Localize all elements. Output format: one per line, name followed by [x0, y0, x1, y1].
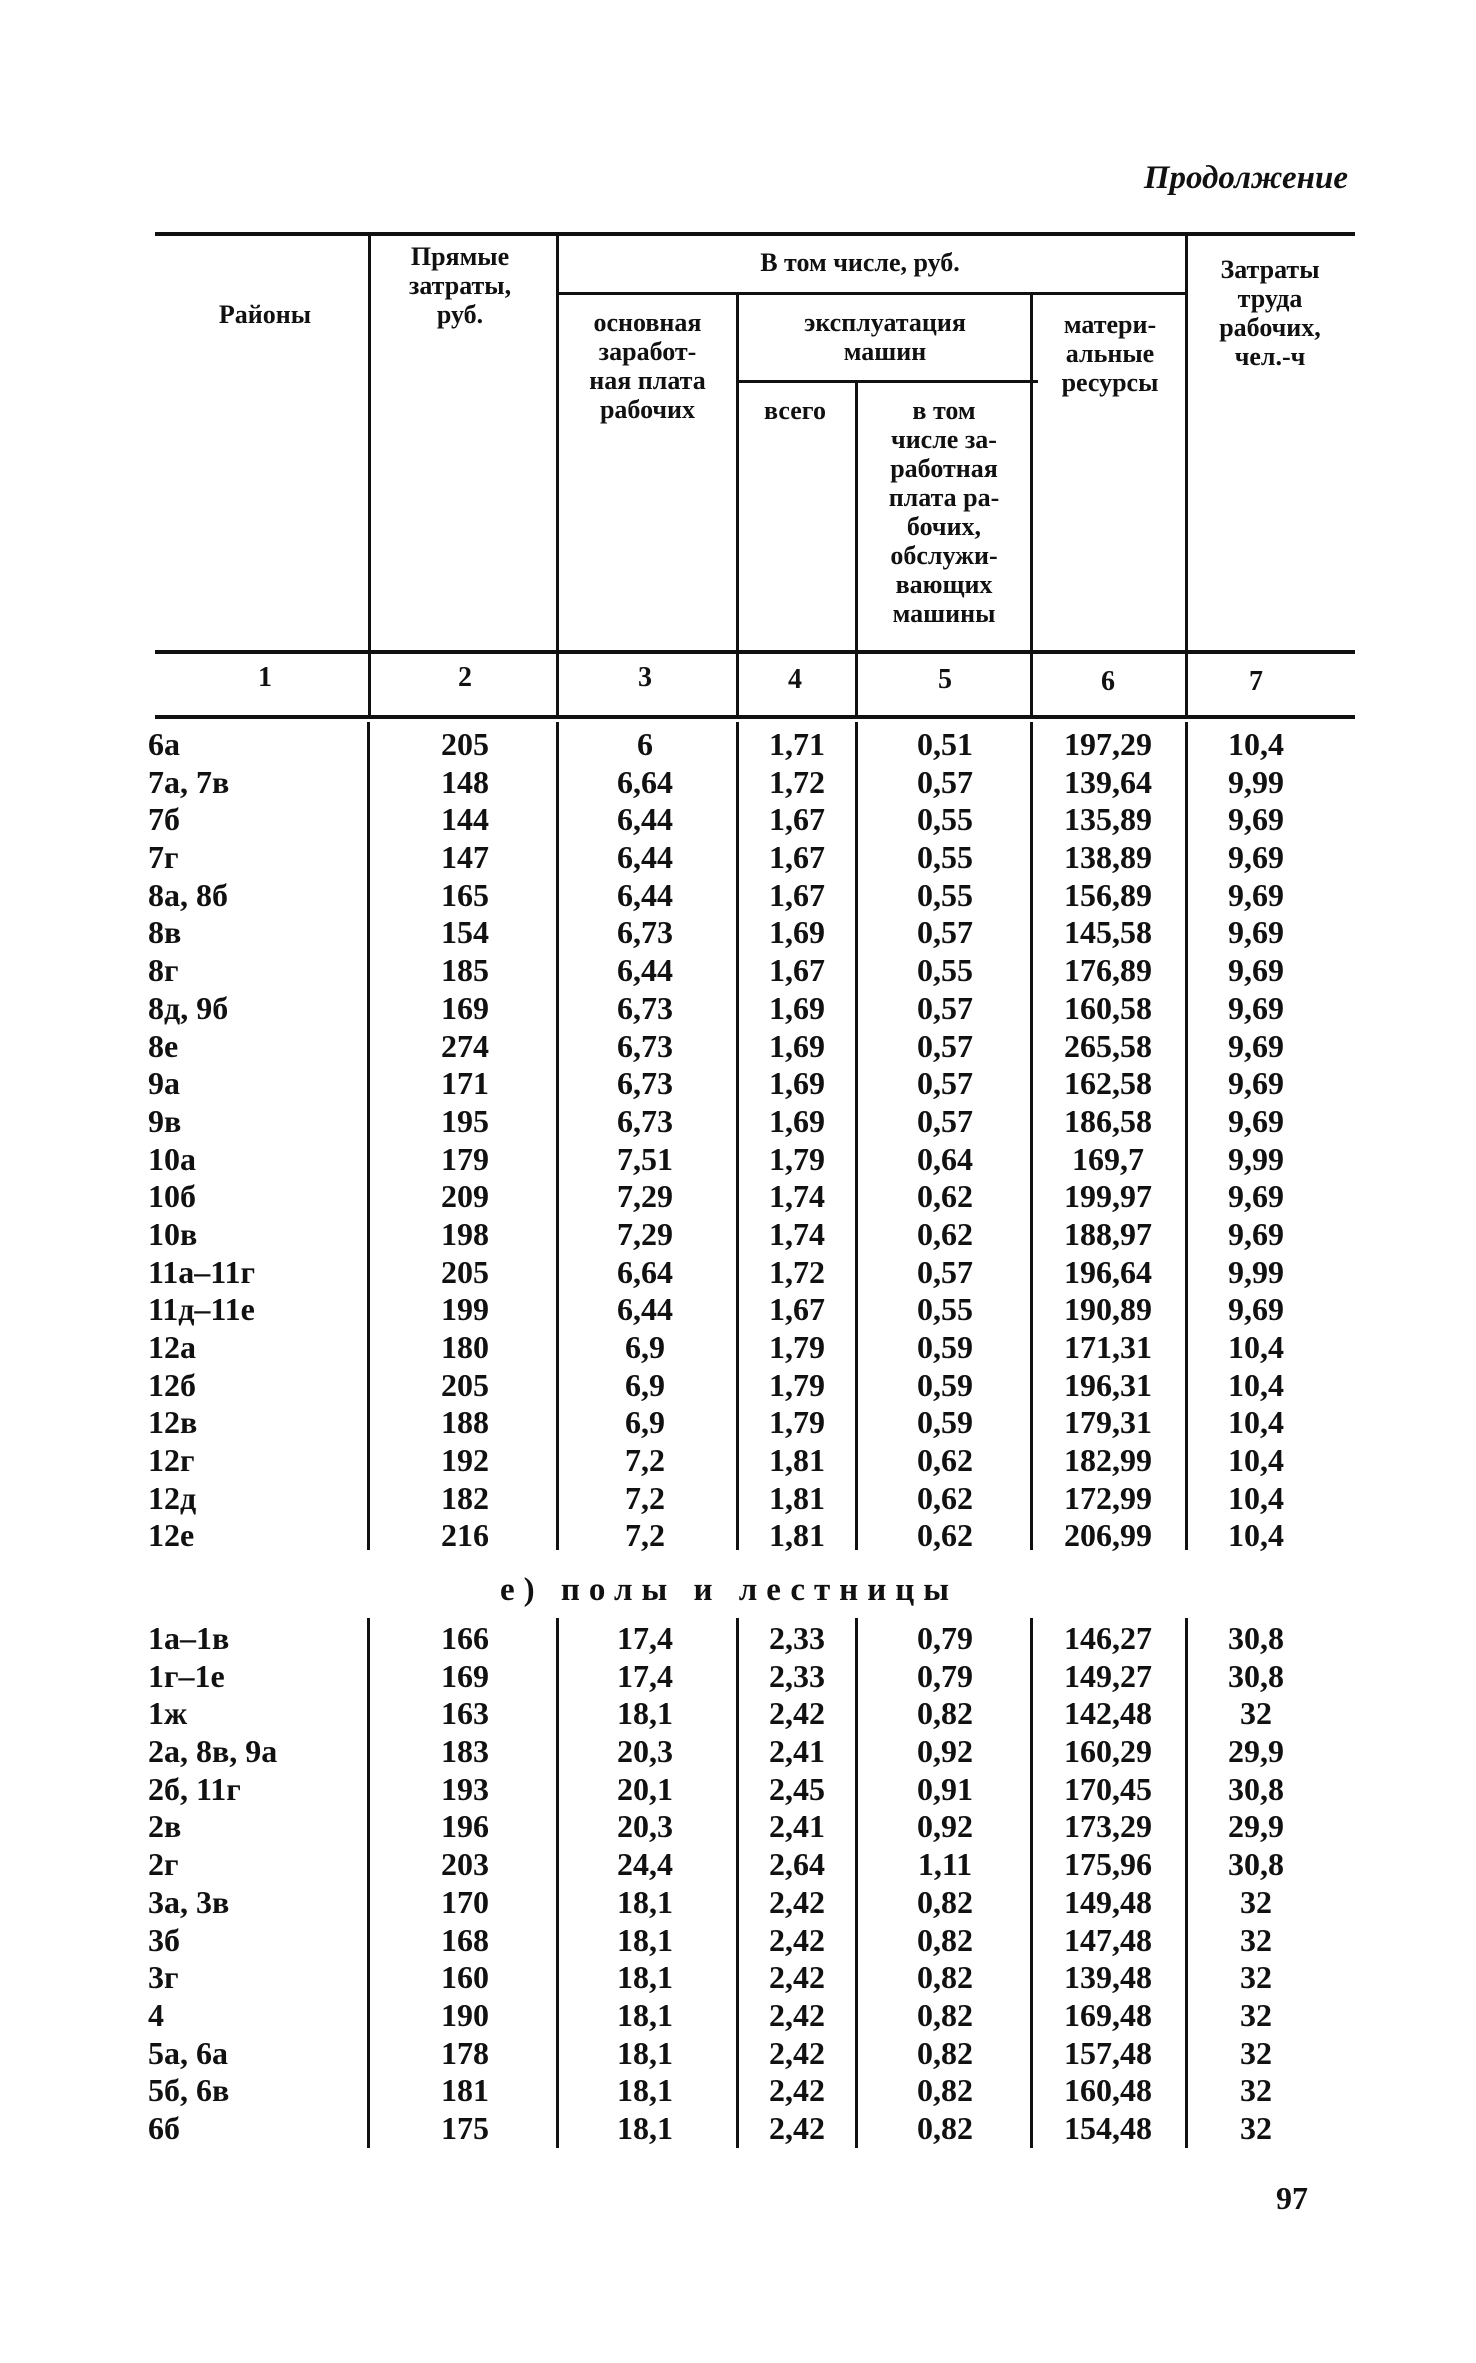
table-row: 1ж 163 18,1 2,42 0,82 142,48 32: [148, 1695, 1272, 1732]
region-cell: 8д, 9б: [148, 989, 229, 1026]
header-vline-6: [1185, 232, 1188, 719]
table-row: 10а 179 7,51 1,79 0,64 169,7 9,99: [148, 1140, 1284, 1177]
header-base-wages: основная заработ- ная плата рабочих: [589, 308, 706, 424]
region-cell: 1а–1в: [148, 1620, 230, 1656]
region-cell: 8а, 8б: [148, 876, 228, 913]
region-cell: 3б: [148, 1921, 180, 1958]
table-row: 12д 182 7,2 1,81 0,62 172,99 10,4: [148, 1479, 1284, 1516]
region-cell: 10в: [148, 1215, 198, 1252]
region-cell: 10а: [148, 1140, 196, 1177]
table-row: 2а, 8в, 9а 183 20,3 2,41 0,92 160,29 29,9: [148, 1733, 1284, 1770]
region-cell: 12е: [148, 1517, 195, 1554]
table-row: 3б 168 18,1 2,42 0,82 147,48 32: [148, 1921, 1272, 1958]
continuation-label: Продолжение: [1143, 160, 1348, 196]
table-row: 1а–1в 166 17,4 2,33 0,79 146,27 30,8: [148, 1620, 1284, 1656]
table-row: 10б 209 7,29 1,74 0,62 199,97 9,69: [148, 1178, 1284, 1215]
col-number-3: 3: [638, 662, 652, 693]
col-number-7: 7: [1249, 666, 1263, 697]
table-row: 11а–11г 205 6,64 1,72 0,57 196,64 9,99: [148, 1253, 1284, 1290]
region-cell: 7б: [148, 801, 180, 838]
page-number: 97: [1276, 2180, 1308, 2216]
table-row: 8а, 8б 165 6,44 1,67 0,55 156,89 9,69: [148, 876, 1284, 913]
region-cell: 1г–1е: [148, 1657, 225, 1694]
region-cell: 1ж: [148, 1695, 188, 1732]
including-rule: [558, 292, 1188, 295]
header-including-wages: в том числе за- работная плата ра- бочих, обслужи- вающих машины: [888, 396, 1000, 628]
table-row: 5б, 6в 181 18,1 2,42 0,82 160,48 32: [148, 2072, 1272, 2109]
table-row: 1г–1е 169 17,4 2,33 0,79 149,27 30,8: [148, 1657, 1284, 1694]
table-upper: [0, 726, 1476, 1555]
table-row: 3а, 3в 170 18,1 2,42 0,82 149,48 32: [148, 1883, 1272, 1920]
table-row: 2б, 11г 193 20,1 2,45 0,91 170,45 30,8: [148, 1770, 1284, 1807]
region-cell: 5б, 6в: [148, 2072, 230, 2109]
region-cell: 11д–11е: [148, 1291, 255, 1328]
region-cell: 12д: [148, 1479, 197, 1516]
region-cell: 9в: [148, 1102, 182, 1139]
col-number-4: 4: [788, 664, 802, 695]
region-cell: 2а, 8в, 9а: [148, 1733, 278, 1770]
header-top-rule: [155, 232, 1355, 236]
col-number-1: 1: [258, 662, 272, 693]
region-cell: 8г: [148, 952, 179, 989]
table-row: 5а, 6а 178 18,1 2,42 0,82 157,48 32: [148, 2034, 1272, 2071]
header-vline-3: [736, 292, 739, 719]
region-cell: 8в: [148, 914, 182, 951]
table-row: 8д, 9б 169 6,73 1,69 0,57 160,58 9,69: [148, 989, 1284, 1026]
header-materials: матери- альные ресурсы: [1061, 310, 1159, 397]
region-cell: 12в: [148, 1404, 198, 1441]
table-row: 12в 188 6,9 1,79 0,59 179,31 10,4: [148, 1404, 1284, 1441]
table-row: 12е 216 7,2 1,81 0,62 206,99 10,4: [148, 1517, 1284, 1554]
table-row: 7г 147 6,44 1,67 0,55 138,89 9,69: [148, 839, 1284, 876]
region-cell: 7г: [148, 839, 179, 876]
region-cell: 12б: [148, 1366, 196, 1403]
region-cell: 3а, 3в: [148, 1883, 230, 1920]
table-row: 4 190 18,1 2,42 0,82 169,48 32: [148, 1996, 1272, 2033]
region-cell: 5а, 6а: [148, 2034, 228, 2071]
header-regions: Районы: [218, 300, 312, 329]
region-cell: 12г: [148, 1442, 195, 1479]
header-direct-costs: Прямые затраты, руб.: [408, 242, 512, 329]
table-row: 3г 160 18,1 2,42 0,82 139,48 32: [148, 1959, 1272, 1996]
region-cell: 2б, 11г: [148, 1770, 241, 1807]
table-row: 2г 203 24,4 2,64 1,11 175,96 30,8: [148, 1846, 1284, 1883]
header-vline-4: [855, 380, 858, 719]
header-machine-operation: эксплуатация машин: [804, 308, 966, 366]
table-row: 2в 196 20,3 2,41 0,92 173,29 29,9: [148, 1808, 1284, 1845]
region-cell: 7а, 7в: [148, 763, 230, 800]
region-cell: 8е: [148, 1027, 179, 1064]
region-cell: 10б: [148, 1178, 196, 1215]
table-row: 6б 175 18,1 2,42 0,82 154,48 32: [148, 2109, 1272, 2146]
region-cell: 3г: [148, 1959, 179, 1996]
header-vline-5: [1030, 292, 1033, 719]
table-row: 8г 185 6,44 1,67 0,55 176,89 9,69: [148, 952, 1284, 989]
table-row: 12б 205 6,9 1,79 0,59 196,31 10,4: [148, 1366, 1284, 1403]
region-cell: 6б: [148, 2109, 180, 2146]
table-row: 7а, 7в 148 6,64 1,72 0,57 139,64 9,99: [148, 763, 1284, 800]
colnum-bottom-rule: [155, 715, 1355, 719]
table-lower: [0, 1620, 1476, 2148]
table-row: 8е 274 6,73 1,69 0,57 265,58 9,69: [148, 1027, 1284, 1064]
col-number-2: 2: [458, 662, 472, 693]
table-row: 7б 144 6,44 1,67 0,55 135,89 9,69: [148, 801, 1284, 838]
table-row: 10в 198 7,29 1,74 0,62 188,97 9,69: [148, 1215, 1284, 1252]
region-cell: 9а: [148, 1065, 180, 1102]
header-vline-2: [556, 232, 559, 719]
machines-rule: [738, 380, 1038, 383]
region-cell: 12а: [148, 1329, 196, 1365]
region-cell: 2в: [148, 1808, 182, 1845]
header-labor: Затраты труда рабочих, чел.-ч: [1219, 255, 1321, 371]
col-number-5: 5: [938, 664, 952, 695]
section-title: е) полы и лестницы: [500, 1572, 958, 1608]
region-cell: 2г: [148, 1846, 179, 1883]
region-cell: 11а–11г: [148, 1253, 255, 1290]
region-cell: 6а: [148, 726, 180, 762]
table-row: 9а 171 6,73 1,69 0,57 162,58 9,69: [148, 1065, 1284, 1102]
table-row: 11д–11е 199 6,44 1,67 0,55 190,89 9,69: [148, 1291, 1284, 1328]
header-total: всего: [764, 396, 826, 425]
region-cell: 4: [148, 1996, 164, 2033]
header-including: В том числе, руб.: [760, 248, 960, 277]
table-row: 6а 205 6 1,71 0,51 197,29 10,4: [148, 726, 1284, 762]
col-number-6: 6: [1101, 666, 1115, 697]
header-bottom-rule: [155, 650, 1355, 654]
table-row: 12а 180 6,9 1,79 0,59 171,31 10,4: [148, 1329, 1284, 1365]
table-row: 12г 192 7,2 1,81 0,62 182,99 10,4: [148, 1442, 1284, 1479]
header-vline-1: [368, 232, 371, 719]
table-row: 8в 154 6,73 1,69 0,57 145,58 9,69: [148, 914, 1284, 951]
table-row: 9в 195 6,73 1,69 0,57 186,58 9,69: [148, 1102, 1284, 1139]
